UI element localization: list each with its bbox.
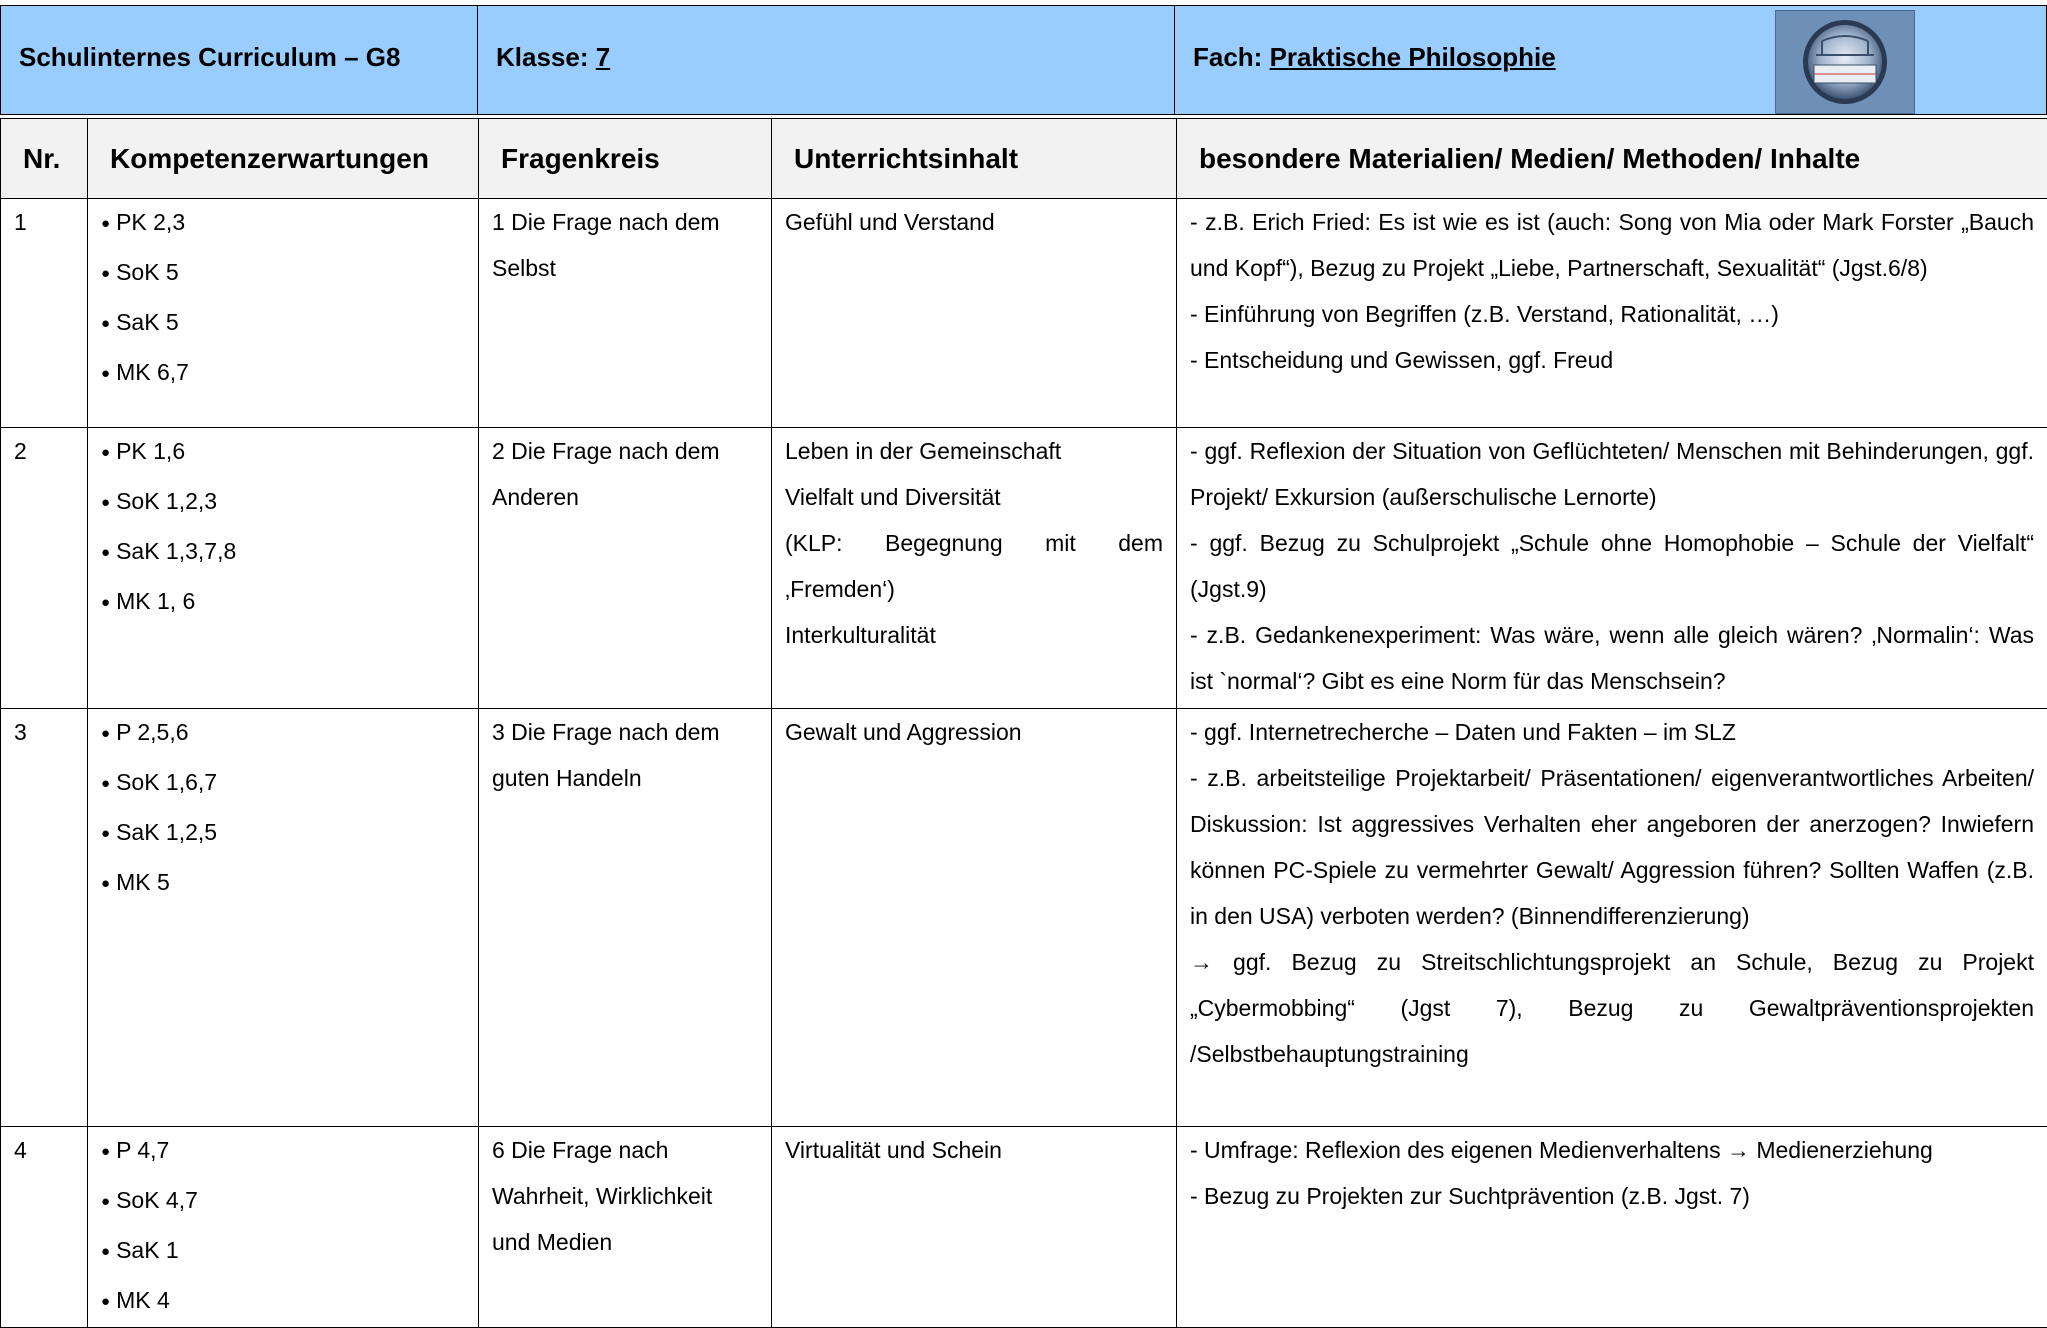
kompetenz-item: ● SoK 5 (101, 249, 465, 299)
header-klasse-cell (477, 5, 1175, 115)
kompetenz-item: ● MK 6,7 (101, 349, 465, 399)
curriculum-table (0, 118, 2047, 1328)
col-header-fragenkreis: Fragenkreis (479, 119, 772, 199)
cell-kompetenzen (88, 199, 479, 428)
col-header-kompetenzen: Kompetenzerwartungen (88, 119, 479, 199)
cell-nr: 2 (1, 428, 88, 709)
materialien-paragraph: - Umfrage: Reflexion des eigenen Medienverhaltens → Medienerziehung (1190, 1127, 2034, 1173)
materialien-paragraph: - ggf. Reflexion der Situation von Geflüchteten/ Menschen mit Behinderungen, ggf. Projekt/ Exkursion (außerschulische Lernorte) (1190, 428, 2034, 520)
table-row (1, 428, 2047, 709)
kompetenz-item: ● PK 1,6 (101, 428, 465, 478)
materialien-paragraph: - Entscheidung und Gewissen, ggf. Freud (1190, 337, 2034, 383)
fragenkreis-line: Wahrheit, Wirklichkeit (492, 1173, 758, 1219)
cell-nr: 1 (1, 199, 88, 428)
fragenkreis-line: Anderen (492, 474, 758, 520)
header-fach-cell (1174, 5, 2047, 115)
cell-nr: 4 (1, 1127, 88, 1328)
kompetenz-item: ● SaK 1,3,7,8 (101, 528, 465, 578)
unterrichtsinhalt-line: (KLP: Begegnung mit dem ‚Fremden‘) (785, 520, 1163, 612)
unterrichtsinhalt-line: Vielfalt und Diversität (785, 474, 1163, 520)
table-row (1, 199, 2047, 428)
unterrichtsinhalt-line: Virtualität und Schein (785, 1127, 1163, 1173)
unterrichtsinhalt-line: Gefühl und Verstand (785, 199, 1163, 245)
fach-label: Fach: (1193, 42, 1270, 72)
col-header-materialien: besondere Materialien/ Medien/ Methoden/ Inhalte (1177, 119, 2047, 199)
curriculum-header (0, 5, 2047, 115)
klasse-label: Klasse: (496, 42, 596, 72)
cell-fragenkreis (479, 199, 772, 428)
table-row (1, 709, 2047, 1127)
header-fach (1193, 42, 1556, 73)
kompetenz-item: ● SoK 1,6,7 (101, 759, 465, 809)
fragenkreis-line: guten Handeln (492, 755, 758, 801)
materialien-paragraph: - Einführung von Begriffen (z.B. Verstand, Rationalität, …) (1190, 291, 2034, 337)
kompetenz-item: ● SoK 4,7 (101, 1177, 465, 1227)
fragenkreis-line: 1 Die Frage nach dem (492, 199, 758, 245)
cell-materialien (1177, 1127, 2047, 1328)
cell-unterrichtsinhalt (772, 1127, 1177, 1328)
kompetenz-item: ● SaK 1 (101, 1227, 465, 1277)
cell-materialien (1177, 428, 2047, 709)
fragenkreis-line: und Medien (492, 1219, 758, 1265)
table-header-row (1, 119, 2047, 199)
kompetenz-item: ● SaK 5 (101, 299, 465, 349)
cell-nr: 3 (1, 709, 88, 1127)
cell-materialien (1177, 199, 2047, 428)
cell-materialien (1177, 709, 2047, 1127)
unterrichtsinhalt-line: Gewalt und Aggression (785, 709, 1163, 755)
school-logo (1775, 10, 1915, 114)
cell-unterrichtsinhalt (772, 428, 1177, 709)
cell-kompetenzen (88, 709, 479, 1127)
kompetenz-item: ● P 4,7 (101, 1127, 465, 1177)
kompetenz-item: ● SaK 1,2,5 (101, 809, 465, 859)
materialien-paragraph: → ggf. Bezug zu Streitschlichtungsprojekt an Schule, Bezug zu Projekt „Cybermobbing“ (Jgst 7), Bezug zu Gewaltpräventionsprojekten /Selbstbehauptungstraining (1190, 939, 2034, 1077)
col-header-nr: Nr. (1, 119, 88, 199)
cell-kompetenzen (88, 1127, 479, 1328)
klasse-value: 7 (596, 42, 610, 72)
cell-fragenkreis (479, 709, 772, 1127)
fragenkreis-line: 3 Die Frage nach dem (492, 709, 758, 755)
table-row (1, 1127, 2047, 1328)
kompetenz-item: ● MK 5 (101, 859, 465, 909)
fach-value: Praktische Philosophie (1270, 42, 1556, 72)
cell-fragenkreis (479, 1127, 772, 1328)
materialien-paragraph: - z.B. Gedankenexperiment: Was wäre, wenn alle gleich wären? ‚Normalin‘: Was ist `normal‘? Gibt es eine Norm für das Menschsein? (1190, 612, 2034, 704)
header-klasse (496, 42, 610, 73)
fragenkreis-line: 6 Die Frage nach (492, 1127, 758, 1173)
materialien-paragraph: - ggf. Bezug zu Schulprojekt „Schule ohne Homophobie – Schule der Vielfalt“ (Jgst.9) (1190, 520, 2034, 612)
cell-kompetenzen (88, 428, 479, 709)
school-logo-emblem (1776, 11, 1914, 113)
header-title-cell (0, 5, 478, 115)
kompetenz-item: ● MK 4 (101, 1277, 465, 1327)
header-title: Schulinternes Curriculum – G8 (19, 42, 400, 73)
materialien-paragraph: - ggf. Internetrecherche – Daten und Fakten – im SLZ (1190, 709, 2034, 755)
unterrichtsinhalt-line: Interkulturalität (785, 612, 1163, 658)
kompetenz-item: ● PK 2,3 (101, 199, 465, 249)
kompetenz-item: ● P 2,5,6 (101, 709, 465, 759)
cell-unterrichtsinhalt (772, 199, 1177, 428)
fragenkreis-line: Selbst (492, 245, 758, 291)
kompetenz-item: ● MK 1, 6 (101, 578, 465, 628)
col-header-unterrichtsinhalt: Unterrichtsinhalt (772, 119, 1177, 199)
cell-unterrichtsinhalt (772, 709, 1177, 1127)
unterrichtsinhalt-line: Leben in der Gemeinschaft (785, 428, 1163, 474)
fragenkreis-line: 2 Die Frage nach dem (492, 428, 758, 474)
kompetenz-item: ● SoK 1,2,3 (101, 478, 465, 528)
materialien-paragraph: - z.B. Erich Fried: Es ist wie es ist (auch: Song von Mia oder Mark Forster „Bauch und Kopf“), Bezug zu Projekt „Liebe, Partnerschaft, Sexualität“ (Jgst.6/8) (1190, 199, 2034, 291)
materialien-paragraph: - Bezug zu Projekten zur Suchtprävention (z.B. Jgst. 7) (1190, 1173, 2034, 1219)
cell-fragenkreis (479, 428, 772, 709)
materialien-paragraph: - z.B. arbeitsteilige Projektarbeit/ Präsentationen/ eigenverantwortliches Arbeiten/ Diskussion: Ist aggressives Verhalten eher angeboren der anerzogen? Inwiefern können PC-Spiele zu vermehrter Gewalt/ Aggression führen? Sollten Waffen (z.B. in den USA) verboten werden? (Binnendifferenzierung) (1190, 755, 2034, 939)
